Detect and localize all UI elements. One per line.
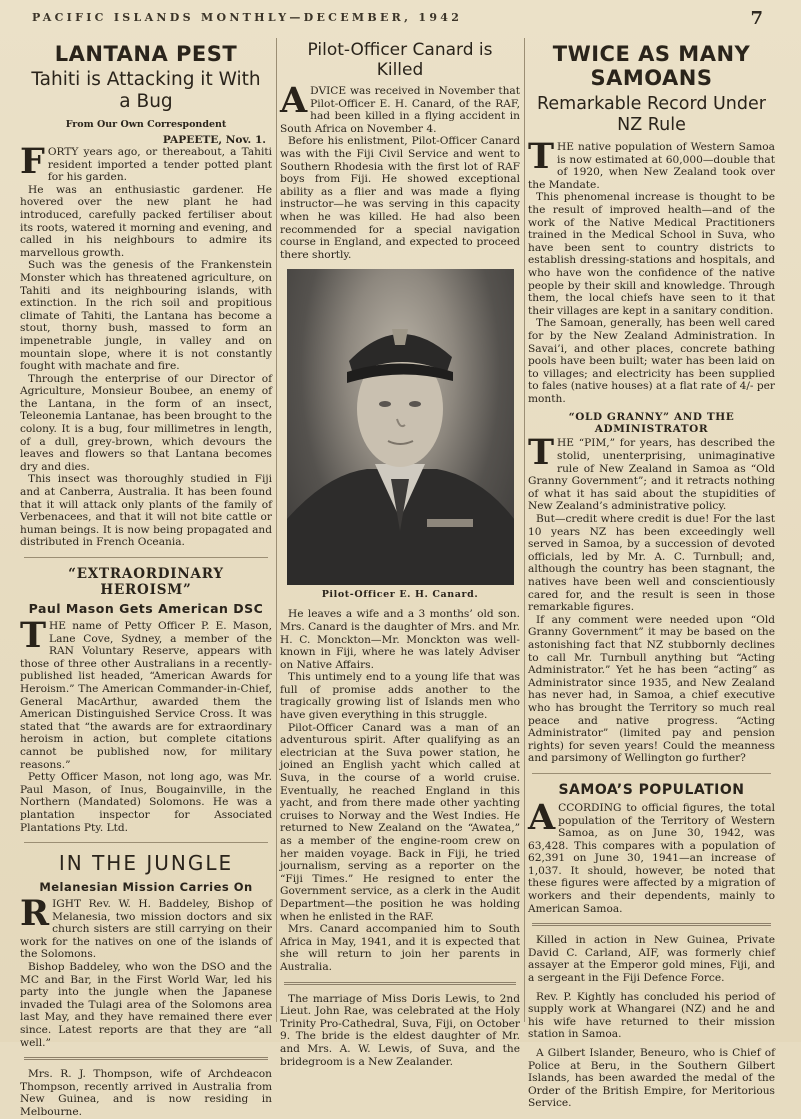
column-middle [280,34,520,1068]
paragraph: He was an enthusiastic gardener. He hovered over the new plant he had introduced, carefully packed fertiliser about its roots, watered it morning and evening, and called in his neighbours to admire its marvellous growth. [20,183,272,259]
news-note-carland: Killed in action in New Guinea, Private David C. Carland, AIF, was formerly chief assayer at the Emperor gold mines, Fiji, and a sergeant in the Fiji Defence Force. [528,934,775,985]
portrait-image [287,269,514,585]
paragraph: Pilot-Officer Canard was a man of an adventurous spirit. After qualifying as an electrician at the Suva power station, he joined an English yacht which called at Suva, in the course of a world cruise. Eventually, he reached England in this yacht, and from there made other yachting cruises to Norway and the West Indies. He returned to New Zealand on the “Awatea,” as a member of the engine-room crew on her maiden voyage. Back in Fiji, he tried journalism, serving as a reporter on the “Fiji Times.” He resigned to enter the Government service, as a clerk in the Audit Department—the position he was holding when he enlisted in the RAF. [280,721,520,923]
paragraph: ACCORDING to official figures, the total population of the Territory of Western Samoa, as on June 30, 1942, was 63,428. This compares with a population of 62,391 on June 30, 1941—an increase of 1,037. It should, however, be noted that these figures were affected by a migration of workers and their dependents, mainly to American Samoa. [528,796,775,915]
news-note-beneuro: A Gilbert Islander, Beneuro, who is Chief of Police at Beru, in the Southern Gilbert Islands, has been awarded the medal of the Order of the British Empire, for Meritorious Service. [528,1047,775,1110]
divider [24,1057,268,1060]
dateline: PAPEETE, Nov. 1. [162,134,266,146]
drop-cap: T [528,432,555,474]
drop-cap: T [20,615,47,656]
paragraph: This phenomenal increase is thought to be the result of improved health—and of the work of the Native Medical Practitioners trained in the Medical School in Suva, who have been sent to country districts to establish dressing-stations and hospitals, and who have won the confidence of the native people by their skill and knowledge. Through them, the local chiefs have seen to it that their villages are kept in a sanitary condition. [528,191,775,317]
paragraph: But—credit where credit is due! For the last 10 years NZ has been exceedingly well served in Samoa, by a succession of devoted officials, led by Mr. A. C. Turnbull; and, although the country has been stagnant, the natives have been well and conscientiously cared for, and the result is seen in those remarkable figures. [528,513,775,614]
paragraph: This insect was thoroughly studied in Fiji and at Canberra, Australia. It has been found that it will attack only plants of the family of Verbenacees, and that it will not bite cattle or human beings. It is now being propagated and distributed in French Oceania. [20,473,272,549]
paragraph: THE name of Petty Officer P. E. Mason, Lane Cove, Sydney, a member of the RAN Voluntary Reserve, appears with those of three other Australians in a recently-published list headed, “American Awards for Heroism.” The American Commander-in-Chief, General MacArthur, awarded them the American Distinguished Service Cross. It was stated that “the awards are for extraordinary heroism in action, but complete citations cannot be published now, for military reasons.” [20,615,272,771]
headline: IN THE JUNGLE [58,851,234,876]
column-rule [524,38,525,1022]
paragraph: ADVICE was received in November that Pilot-Officer E. H. Canard, of the RAF, had been killed in a flying accident in South Africa on November 4. [280,80,520,135]
paragraph: Through the enterprise of our Director of Agriculture, Monsieur Boubee, an enemy of the Lantana, in the form of an insect, Teleonemia Lantanae, has been brought to the colony. It is a bug, four millimetres in length, of a dull, grey-brown, which devours the leaves and flowers so that Lantana becomes dry and dies. [20,372,272,473]
drop-cap: A [280,80,308,121]
paragraph: Such was the genesis of the Frankenstein Monster which has threatened agriculture, on Tahiti and its neighbouring islands, with extinction. In the rich soil and propitious climate of Tahiti, the Lantana has become a stout, thorny bush, massed to form an impenetrable jungle, in valley and on mountain slope, where it is not constantly fought with machate and fire. [20,259,272,373]
news-note-thompson: Mrs. R. J. Thompson, wife of Archdeacon Thompson, recently arrived in Australia from New Guinea, and is now residing in Melbourne. [20,1068,272,1118]
paragraph: THE native population of Western Samoa is now estimated at 60,000—double that of 1920, when New Zealand took over the Mandate. [528,136,775,191]
divider [532,923,771,926]
headline: “EXTRAORDINARY HEROISM” [68,566,224,598]
headline: LANTANA PEST [54,42,238,66]
article-twice-as-many-samoans [528,42,775,405]
article-samoas-population [528,782,775,915]
divider [24,557,268,558]
article-pilot-officer-canard [280,40,520,974]
byline: From Our Own Correspondent [65,119,227,130]
paragraph: RIGHT Rev. W. H. Baddeley, Bishop of Melanesia, two mission doctors and six church sisters are still carrying on their work for the natives on one of the islands of the Solomons. [20,893,272,961]
paragraph: Mrs. Canard accompanied him to South Africa in May, 1941, and it is expected that she will return to join her parents in Australia. [280,923,520,973]
paragraph: THE “PIM,” for years, has described the stolid, unenterprising, unimaginative rule of New Zealand in Samoa as “Old Granny Government”; and it retracts nothing of what it has said about the stupidities of New Zealand’s administrative policy. [528,432,775,513]
drop-cap: T [528,136,555,177]
running-header: PACIFIC ISLANDS MONTHLY—DECEMBER, 1942 [32,11,463,24]
paragraph: Before his enlistment, Pilot-Officer Canard was with the Fiji Civil Service and went to Southern Rhodesia with the first lot of RAF boys from Fiji. He showed exceptional ability as a flier and was made a flying instructor—he was serving in this capacity when he was killed. He had also been recommended for a special navigation course in England, and expected to proceed there shortly. [280,135,520,261]
headline: Pilot-Officer Canard is Killed [307,40,493,80]
divider [284,982,516,985]
section-heading: “OLD GRANNY” AND THE ADMINISTRATOR [568,411,735,436]
paragraph: If any comment were needed upon “Old Granny Government” it may be based on the astonishing fact that NZ stubbornly declines to call Mr. Turnbull anything but “Acting Administrator.” Yet he has been “acting” as Administrator since 1935, and New Zealand has never had, in Samoa, a chief executive who has brought the Territory so much real peace and native progress. “Acting Administrator” (limited pay and pension rights) for seven years! Could the meanness and parsimony of Wellington go further? [528,613,775,765]
divider [24,842,268,843]
news-note-wedding: The marriage of Miss Doris Lewis, to 2nd Lieut. John Rae, was celebrated at the Holy Trinity Pro-Cathedral, Suva, Fiji, on October 9. The bride is the eldest daughter of Mr. and Mrs. A. W. Lewis, of Suva, and the bridegroom is a New Zealander. [280,992,520,1068]
drop-cap: F [20,141,45,182]
subheadline: Melanesian Mission Carries On [39,880,253,895]
subheadline: Remarkable Record Under NZ Rule [537,94,766,135]
drop-cap: A [528,796,556,838]
paragraph: This untimely end to a young life that was full of promise adds another to the tragically growing list of Islands men who have given everything in this struggle. [280,671,520,722]
headline: SAMOA’S POPULATION [558,781,745,798]
column-rule [276,38,277,1022]
headline: TWICE AS MANY SAMOANS [552,42,751,90]
column-right [528,34,775,1110]
paragraph: Bishop Baddeley, who won the DSO and the MC and Bar, in the First World War, led his party into the jungle when the Japanese invaded the Tulagi area of the Solomons area last May, and they have remained there ever since. Latest reports are that they are “all well.” [20,961,272,1049]
paragraph: He leaves a wife and a 3 months’ old son. Mrs. Canard is the daughter of Mrs. and Mr. H. C. Monckton—Mr. Monckton was well-known in Fiji, where he was lately Adviser on Native Affairs. [280,608,520,671]
paragraph: FORTY years ago, or thereabout, a Tahiti resident imported a tender potted plant for his garden. [20,141,272,184]
portrait-photo [287,269,514,585]
news-note-kightly: Rev. P. Kightly has concluded his period of supply work at Whangarei (NZ) and he and his wife have returned to their mission station in Samoa. [528,990,775,1041]
column-left [20,34,272,1118]
article-extraordinary-heroism [20,566,272,834]
divider [532,773,771,774]
paragraph: Petty Officer Mason, not long ago, was Mr. Paul Mason, of Inus, Bougainville, in the Northern (Mandated) Solomons. He was a plantation inspector for Associated Plantations Pty. Ltd. [20,771,272,834]
page-number: 7 [750,8,763,29]
subheadline: Tahiti is Attacking it With a Bug [31,69,261,112]
article-in-the-jungle [20,851,272,1049]
drop-cap: R [20,893,50,935]
subheadline: Paul Mason Gets American DSC [28,601,264,616]
paragraph: The Samoan, generally, has been well cared for by the New Zealand Administration. In Savai’i, and other places, concrete bathing pools have been built; water has been laid on to villages; and electricity has been supplied to fales (native houses) at a flat rate of 4/- per month. [528,317,775,405]
article-lantana-pest [20,42,272,549]
article-old-granny [528,411,775,764]
photo-caption: Pilot-Officer E. H. Canard. [321,589,479,601]
